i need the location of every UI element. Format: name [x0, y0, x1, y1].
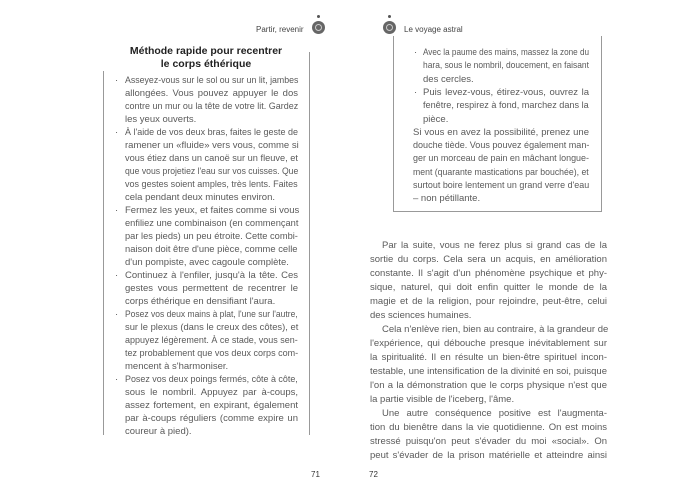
text-line: vos gestes soient amples, très lents. Faites	[125, 179, 298, 190]
text-line: Continuez à l'enfiler, jusqu'à la tête. Ces	[125, 270, 298, 281]
text-line: – non pétillante.	[413, 193, 481, 205]
text-line: la partie visible de l'iceberg, l'âme.	[370, 394, 515, 405]
text-line: que vous projetiez l'eau sur vos cuisses. Que	[125, 166, 299, 177]
text-line: coureur à pied).	[125, 426, 192, 437]
page-number-right: 72	[369, 470, 378, 479]
text-line: Cela n'enlève rien, bien au contraire, à la grandeur de	[382, 324, 609, 335]
bullet-icon: ·	[115, 205, 119, 216]
box-title	[103, 45, 309, 71]
running-header-left: Partir, revenir	[256, 25, 304, 34]
text-line: naison doit être d'une pièce, comme celle	[125, 244, 298, 255]
text-line: les yeux ouverts.	[125, 114, 197, 125]
text-line: douche tiède. Vous pouvez également man-	[413, 140, 590, 152]
page-number-left: 71	[311, 470, 320, 479]
text-line: ramener un «fluide» vers vous, comme si	[125, 140, 299, 151]
text-line: Par la suite, vous ne ferez plus si grand cas de la	[382, 240, 607, 251]
bullet-icon: ·	[414, 47, 418, 58]
text-line: À l'aide de vos deux bras, faites le geste de	[125, 127, 298, 138]
text-line: sur le plexus (dans le creux des côtes), et	[125, 322, 299, 333]
bullet-icon: ·	[115, 75, 119, 86]
text-line: Avec la paume des mains, massez la zone du	[423, 47, 590, 58]
box-title-line: Méthode rapide pour recentrer	[129, 45, 283, 57]
text-line: Si vous en avez la possibilité, prenez une	[413, 126, 589, 138]
text-line: ment (quarante mastications par bouchée), et	[413, 166, 589, 178]
text-line: la spiritualité. Il en résulte un bien-être spirituel incon-	[370, 352, 607, 363]
text-line: l'expérience, qui débouche presque inévitablement sur	[370, 338, 607, 349]
text-line: pièce.	[423, 113, 449, 125]
text-line: Une autre conséquence positive est l'augmenta-	[382, 408, 607, 419]
text-line: allongées. Vous pouvez appuyer le dos	[125, 88, 298, 99]
text-line: l'on a la démonstration que le corps physique n'est que	[370, 380, 607, 391]
compass-icon	[383, 21, 396, 34]
bullet-icon: ·	[115, 374, 119, 385]
box-title-line: le corps éthérique	[160, 58, 252, 70]
text-line: constante. Il s'agit d'un phénomène psychique et phy-	[370, 268, 607, 279]
text-line: cela pendant deux minutes environ.	[125, 192, 275, 203]
text-line: assez fortement, en expirant, également	[125, 400, 298, 411]
text-line: Fermez les yeux, et faites comme si vous	[125, 205, 300, 216]
text-line: peut s'évader de la prison matérielle et atteindre ainsi	[370, 450, 607, 461]
text-line: par à-coups réguliers (comme expire un	[125, 413, 298, 424]
text-line: hara, sous le nombril, doucement, en faisant	[423, 60, 589, 72]
text-line: magie et de la religion, pour rejoindre, peut-être, celui	[370, 296, 607, 307]
text-line: sous le nombril. Appuyez par à-coups,	[125, 387, 298, 398]
text-line: surtout boire lentement un grand verre d'eau	[413, 180, 590, 191]
text-line: par les pieds) un peu étroite. Cette combi-	[125, 231, 298, 242]
text-line: Puis levez-vous, étirez-vous, ouvrez la	[423, 86, 589, 98]
text-line: ger un morceau de pain en mâchant longue-	[413, 153, 589, 165]
text-line: fenêtre, respirez à fond, marchez dans la	[423, 100, 589, 112]
text-line: stressé puisqu'on peut s'évader du moi «social». On	[370, 436, 607, 447]
bullet-icon: ·	[115, 127, 119, 138]
text-line: enfiliez une combinaison (en commençant	[125, 218, 299, 229]
running-header-right: Le voyage astral	[404, 25, 463, 34]
bullet-icon: ·	[414, 86, 418, 98]
text-line: sortie du corps. Cela sera un acquis, en amélioration	[370, 254, 607, 265]
text-line: contre un mur ou la tête de votre lit. Gardez	[125, 101, 299, 112]
text-line: des cercles.	[423, 73, 474, 85]
text-line: sique, naturel, qui doit enfin quitter le monde de la	[370, 282, 607, 293]
text-line: mencent à s'harmoniser.	[125, 361, 229, 372]
text-line: Posez vos deux poings fermés, côte à côte,	[125, 374, 298, 385]
text-line: des sciences humaines.	[370, 310, 472, 321]
text-line: gestes vous permettent de recentrer le	[125, 283, 298, 294]
compass-icon	[312, 21, 325, 34]
text-line: testable, une intensification de la divinité en soi, puisque	[370, 366, 607, 377]
text-line: tion du bienêtre dans la vie quotidienne. On est moins	[370, 422, 607, 433]
text-line: Asseyez-vous sur le sol ou sur un lit, jambes	[125, 75, 299, 86]
text-line: appuyez légèrement. À ce stade, vous sen-	[125, 335, 298, 346]
text-line: Posez vos deux mains à plat, l'une sur l'autre,	[125, 309, 298, 320]
text-line: tez probablement que vos deux corps com-	[125, 348, 299, 359]
text-line: corps éthérique en densifiant l'aura.	[125, 296, 276, 307]
text-line: d'un pompiste, avec cagoule complète.	[125, 257, 289, 268]
bullet-icon: ·	[115, 309, 119, 320]
text-line: vous étiez dans un canoë sur un fleuve, et	[125, 153, 298, 164]
bullet-icon: ·	[115, 270, 119, 281]
